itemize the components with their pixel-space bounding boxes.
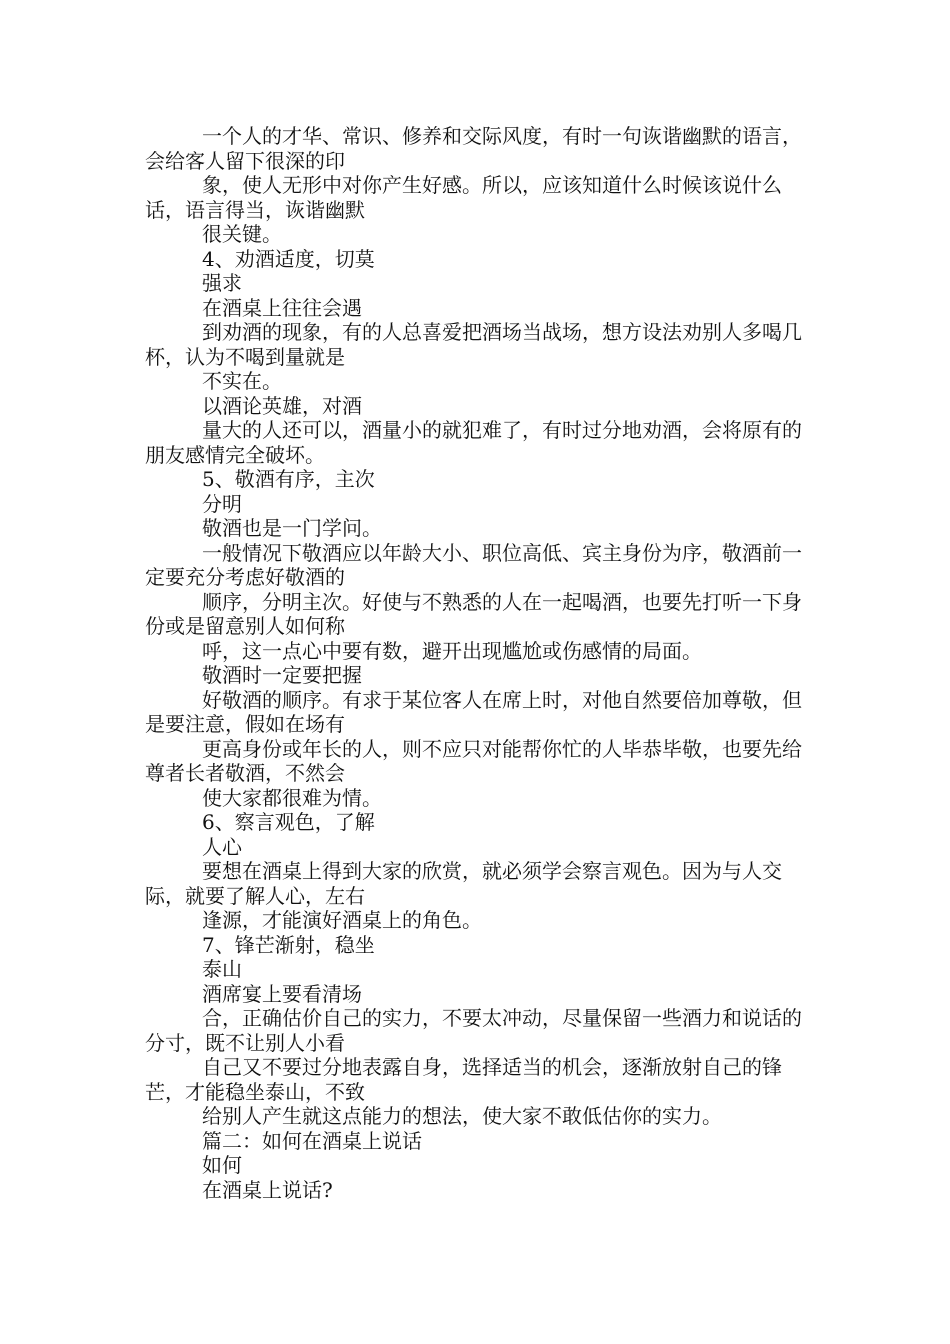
paragraph: 好敬酒的顺序。有求于某位客人在席上时，对他自然要倍加尊敬，但是要注意，假如在场有 <box>145 687 802 736</box>
paragraph: 如何 <box>202 1153 242 1177</box>
paragraph: 以酒论英雄，对酒 <box>202 393 362 418</box>
paragraph: 合，正确估价自己的实力，不要太冲动，尽量保留一些酒力和说话的分寸，既不让别人小看 <box>145 1006 802 1055</box>
paragraph: 4、劝酒适度，切莫 <box>202 246 375 271</box>
paragraph: 量大的人还可以，酒量小的就犯难了，有时过分地劝酒，会将原有的朋友感情完全破坏。 <box>145 418 802 467</box>
paragraph: 使大家都很难为情。 <box>202 785 382 810</box>
paragraph: 篇二：如何在酒桌上说话 <box>202 1128 422 1153</box>
paragraph: 要想在酒桌上得到大家的欣赏，就必须学会察言观色。因为与人交际，就要了解人心，左右 <box>145 859 782 908</box>
paragraph: 自己又不要过分地表露自身，选择适当的机会，逐渐放射自己的锋芒，才能稳坐泰山，不致 <box>145 1055 782 1104</box>
paragraph: 不实在。 <box>202 369 282 393</box>
paragraph: 敬酒也是一门学问。 <box>202 516 382 540</box>
paragraph: 6、察言观色，了解 <box>202 810 375 834</box>
paragraph: 更高身份或年长的人，则不应只对能帮你忙的人毕恭毕敬，也要先给尊者长者敬酒，不然会 <box>145 736 802 785</box>
paragraph: 呼，这一点心中要有数，避开出现尴尬或伤感情的局面。 <box>202 638 702 663</box>
document-body <box>145 124 807 1202</box>
paragraph: 给别人产生就这点能力的想法，使大家不敢低估你的实力。 <box>202 1104 722 1128</box>
paragraph: 泰山 <box>202 957 242 981</box>
paragraph: 一个人的才华、常识、修养和交际风度，有时一句诙谐幽默的语言，会给客人留下很深的印 <box>145 124 802 173</box>
paragraph: 到劝酒的现象，有的人总喜爱把酒场当战场，想方设法劝别人多喝几杯，认为不喝到量就是 <box>145 320 802 369</box>
paragraph: 很关键。 <box>202 222 282 246</box>
paragraph: 逢源，才能演好酒桌上的角色。 <box>202 908 482 932</box>
paragraph: 7、锋芒渐射，稳坐 <box>202 932 375 957</box>
paragraph: 酒席宴上要看清场 <box>202 981 362 1006</box>
paragraph: 人心 <box>202 834 242 859</box>
paragraph: 敬酒时一定要把握 <box>202 663 362 687</box>
paragraph: 5、敬酒有序，主次 <box>202 467 375 491</box>
paragraph: 分明 <box>202 491 242 516</box>
paragraph: 顺序，分明主次。好使与不熟悉的人在一起喝酒，也要先打听一下身份或是留意别人如何称 <box>145 589 802 638</box>
paragraph: 强求 <box>202 271 242 295</box>
paragraph: 在酒桌上往往会遇 <box>202 295 362 320</box>
paragraph: 在酒桌上说话? <box>202 1177 333 1202</box>
paragraph: 象，使人无形中对你产生好感。所以，应该知道什么时候该说什么话，语言得当，诙谐幽默 <box>145 173 782 222</box>
paragraph: 一般情况下敬酒应以年龄大小、职位高低、宾主身份为序，敬酒前一定要充分考虑好敬酒的 <box>145 540 802 589</box>
